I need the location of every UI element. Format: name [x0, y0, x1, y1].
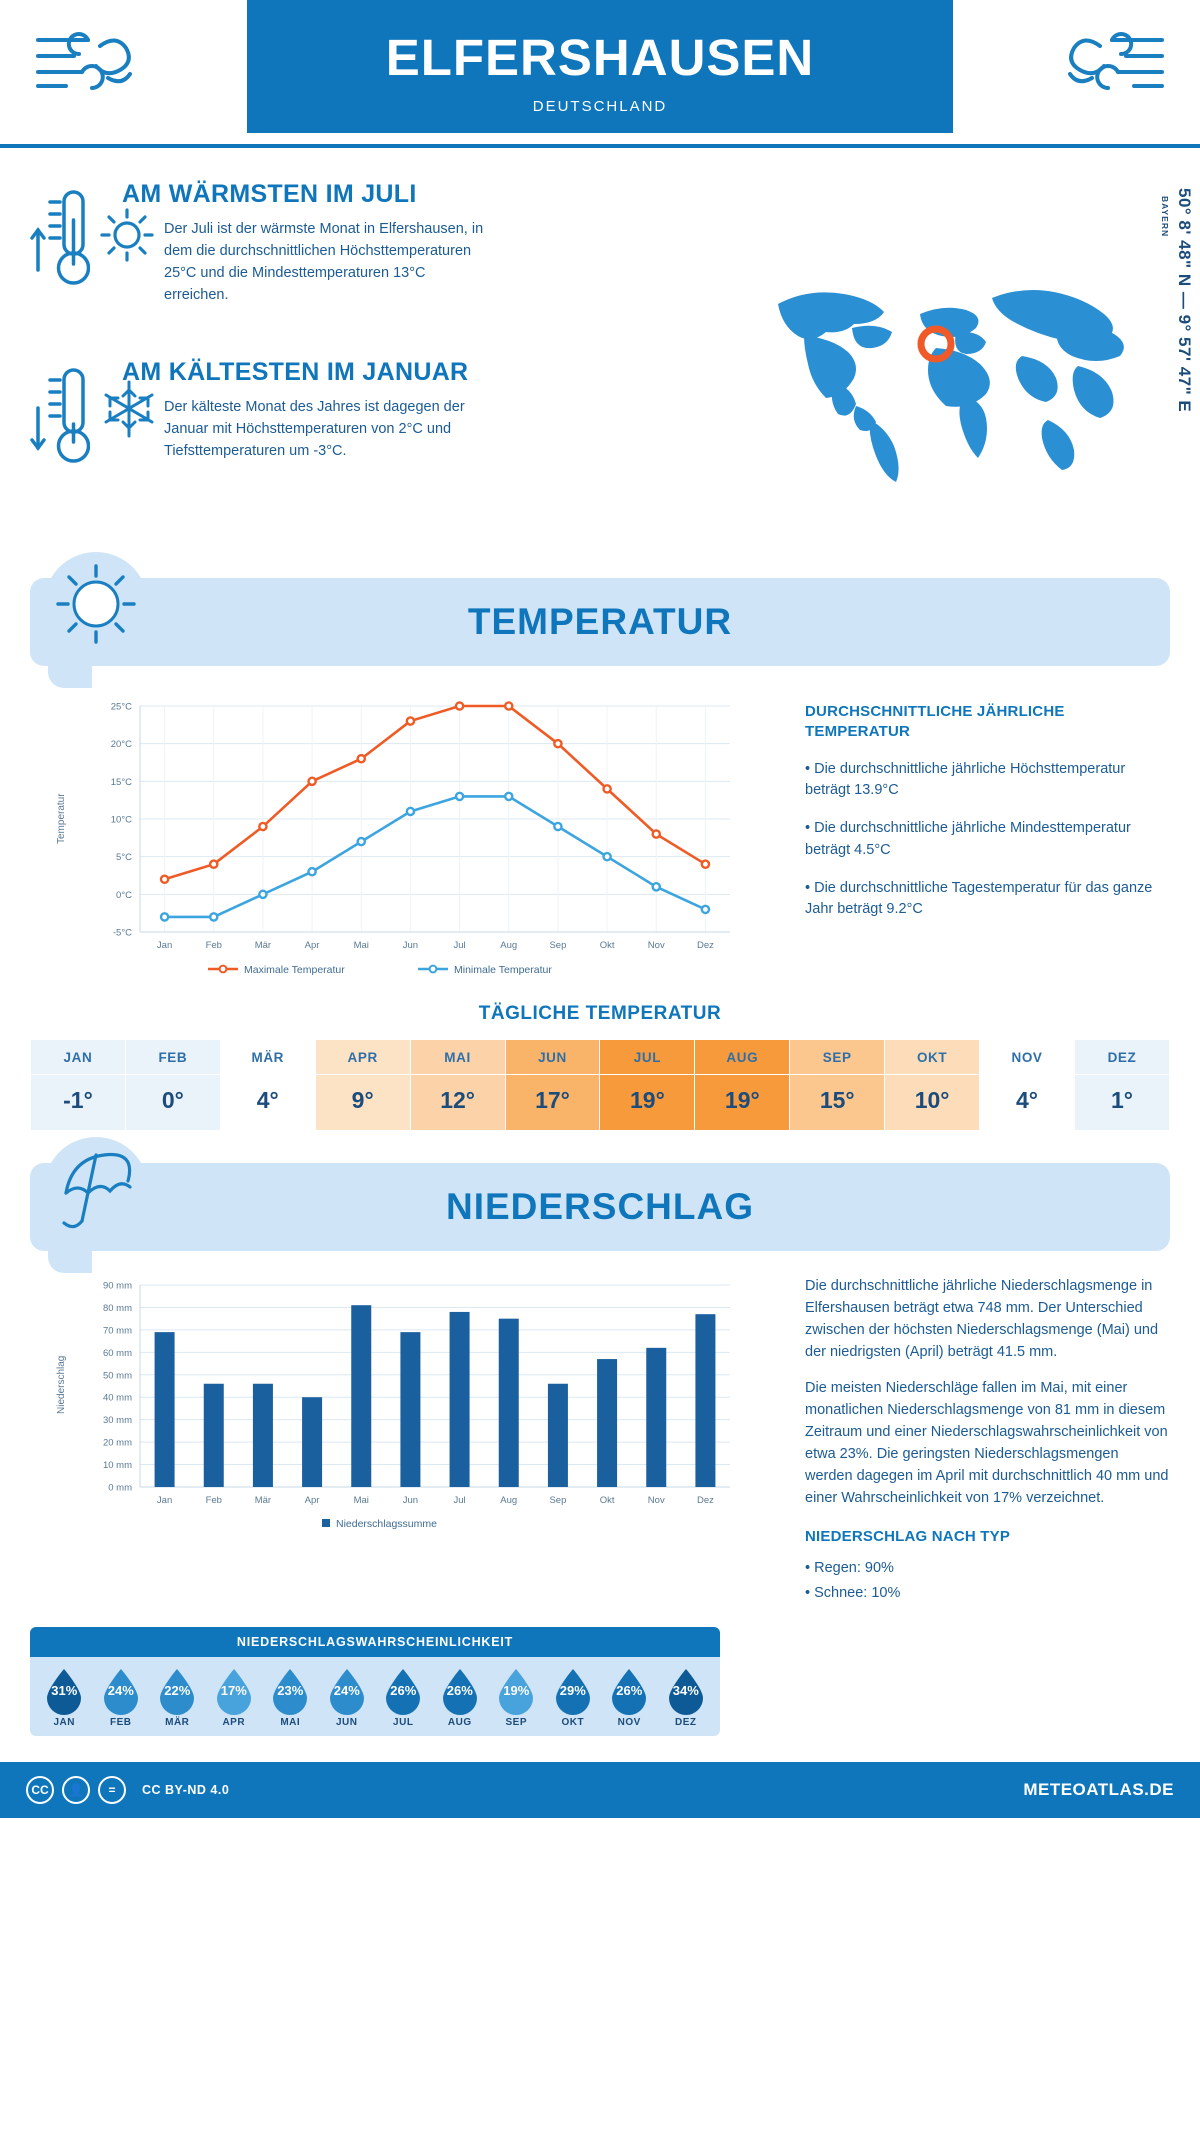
bar-tail — [48, 1247, 92, 1273]
probability-cell — [207, 1667, 261, 1728]
license-block — [26, 1776, 229, 1804]
snowflake-icon — [96, 376, 162, 447]
daily-month-cell: JUN — [505, 1040, 600, 1075]
svg-text:Feb: Feb — [205, 1495, 222, 1506]
svg-text:Aug: Aug — [500, 940, 518, 951]
sun-icon — [44, 552, 148, 656]
svg-text:50 mm: 50 mm — [102, 1370, 132, 1382]
daily-temperature-title: TÄGLICHE TEMPERATUR — [478, 1003, 722, 1024]
warmest-text: Der Juli ist der wärmste Monat in Elfershausen, in dem die durchschnittlichen Höchsttemperaturen 25°C und die Mindesttemperaturen 13°C erreichen. — [164, 221, 484, 304]
probability-cell — [94, 1667, 148, 1728]
water-drop-icon: 19% — [495, 1667, 537, 1715]
page-footer — [0, 1762, 1200, 1818]
legend-label-min: Minimale Temperatur — [454, 964, 552, 976]
region-label: BAYERN — [1160, 196, 1170, 238]
svg-text:Nov: Nov — [647, 1495, 665, 1506]
svg-text:15°C: 15°C — [110, 776, 132, 788]
svg-text:10°C: 10°C — [110, 814, 132, 826]
temperature-chart — [30, 684, 775, 981]
daily-value-cell: 9° — [315, 1075, 410, 1131]
precipitation-legend — [322, 1518, 437, 1530]
probability-cell — [659, 1667, 713, 1728]
svg-text:70 mm: 70 mm — [102, 1325, 132, 1337]
annual-min-item: • Die durchschnittliche jährliche Mindesttemperatur beträgt 4.5°C — [805, 820, 1131, 858]
water-drop-icon: 23% — [269, 1667, 311, 1715]
coldest-heading: AM KÄLTESTEN IM JANUAR — [122, 358, 469, 387]
daily-month-cell: DEZ — [1074, 1040, 1169, 1075]
daily-value-cell: 15° — [790, 1075, 885, 1131]
sun-icon — [96, 204, 158, 271]
page-header — [0, 0, 1200, 148]
probability-month-label: MAI — [280, 1717, 301, 1729]
svg-text:Mär: Mär — [254, 1495, 272, 1506]
precipitation-chart — [30, 1269, 775, 1605]
probability-month-label: JUL — [393, 1717, 414, 1729]
daily-value-cell: -1° — [31, 1075, 126, 1131]
precipitation-paragraph-2: Die meisten Niederschläge fallen im Mai, mit einer monatlichen Niederschlagsmenge von 81 mm in diesem Zeitraum und einer Niederschlagswahrscheinlichkeit von etwa 23%. Die geringsten Niederschlagsmengen werden dagegen im April mit durchschnittlich 40 mm und einer Wahrscheinlichkeit von 17% verzeichnet. — [805, 1380, 1169, 1507]
probability-row — [30, 1657, 720, 1736]
svg-text:5°C: 5°C — [116, 852, 132, 864]
svg-text:40 mm: 40 mm — [102, 1392, 132, 1404]
daily-value-cell: 19° — [695, 1075, 790, 1131]
by-badge: 👤 — [62, 1776, 90, 1804]
country-label: DEUTSCHLAND — [532, 98, 668, 115]
daily-month-cell: MÄR — [220, 1040, 315, 1075]
daily-value-cell: 0° — [125, 1075, 220, 1131]
precipitation-type-heading: NIEDERSCHLAG NACH TYP — [805, 1528, 1011, 1546]
probability-title: NIEDERSCHLAGSWAHRSCHEINLICHKEIT — [30, 1627, 720, 1657]
water-drop-icon: 29% — [552, 1667, 594, 1715]
svg-text:Jan: Jan — [156, 1495, 173, 1506]
daily-month-cell: JAN — [31, 1040, 126, 1075]
precipitation-section-bar — [30, 1163, 1170, 1251]
title-banner — [247, 0, 953, 133]
water-drop-icon: 26% — [608, 1667, 650, 1715]
svg-text:20°C: 20°C — [110, 739, 132, 751]
annual-mean-item: • Die durchschnittliche Tagestemperatur für das ganze Jahr beträgt 9.2°C — [805, 879, 1153, 918]
temperature-axis-label: Temperatur — [56, 793, 67, 844]
temperature-section-bar — [30, 578, 1170, 666]
daily-month-cell: FEB — [125, 1040, 220, 1075]
page-title: ELFERSHAUSEN — [385, 29, 815, 86]
temperature-title: TEMPERATUR — [467, 601, 733, 642]
svg-text:Aug: Aug — [500, 1495, 518, 1506]
probability-cell — [376, 1667, 430, 1728]
coldest-block — [0, 358, 640, 462]
svg-text:10 mm: 10 mm — [102, 1460, 132, 1472]
probability-month-label: SEP — [505, 1717, 527, 1729]
svg-text:Mai: Mai — [353, 940, 369, 951]
probability-cell — [602, 1667, 656, 1728]
temperature-chart-row — [0, 666, 1200, 981]
svg-text:0 mm: 0 mm — [108, 1482, 132, 1494]
svg-text:20 mm: 20 mm — [102, 1437, 132, 1449]
svg-text:Jul: Jul — [453, 1495, 466, 1506]
svg-text:Sep: Sep — [549, 940, 567, 951]
svg-text:Dez: Dez — [696, 940, 714, 951]
water-drop-icon: 26% — [439, 1667, 481, 1715]
svg-text:Mai: Mai — [353, 1495, 369, 1506]
svg-text:Apr: Apr — [304, 1495, 320, 1506]
water-drop-icon: 26% — [382, 1667, 424, 1715]
svg-text:Sep: Sep — [549, 1495, 567, 1506]
probability-month-label: JUN — [335, 1717, 358, 1729]
world-map — [760, 270, 1170, 500]
precipitation-side-panel — [775, 1269, 1170, 1605]
daily-temperature-table — [30, 1039, 1170, 1131]
precipitation-axis-label: Niederschlag — [56, 1355, 67, 1414]
svg-text:30 mm: 30 mm — [102, 1415, 132, 1427]
thermometer-hot-icon — [30, 186, 90, 303]
legend-label-sum: Niederschlagssumme — [336, 1518, 437, 1530]
precipitation-type-rain: • Regen: 90% — [805, 1559, 894, 1576]
svg-text:Nov: Nov — [647, 940, 665, 951]
probability-month-label: MÄR — [165, 1717, 190, 1729]
svg-text:Okt: Okt — [599, 1495, 615, 1506]
coldest-text: Der kälteste Monat des Jahres ist dagegen der Januar mit Höchsttemperaturen von 2°C und Tiefsttemperaturen um -3°C. — [164, 399, 465, 460]
water-drop-icon: 22% — [156, 1667, 198, 1715]
daily-month-cell: AUG — [695, 1040, 790, 1075]
water-drop-icon: 17% — [213, 1667, 255, 1715]
daily-month-cell: NOV — [980, 1040, 1075, 1075]
probability-month-label: DEZ — [675, 1717, 697, 1729]
daily-month-cell: MAI — [410, 1040, 505, 1075]
daily-value-cell: 10° — [885, 1075, 980, 1131]
svg-text:90 mm: 90 mm — [102, 1280, 132, 1292]
svg-text:Apr: Apr — [304, 940, 320, 951]
svg-text:25°C: 25°C — [110, 701, 132, 713]
daily-value-cell: 1° — [1074, 1075, 1169, 1131]
svg-text:Jun: Jun — [402, 1495, 419, 1506]
table-row — [31, 1040, 1170, 1075]
probability-month-label: JAN — [53, 1717, 75, 1729]
umbrella-icon — [44, 1137, 148, 1241]
daily-value-cell: 4° — [220, 1075, 315, 1131]
table-row — [31, 1075, 1170, 1131]
cc-badge: CC — [26, 1776, 54, 1804]
daily-month-cell: SEP — [790, 1040, 885, 1075]
daily-value-cell: 4° — [980, 1075, 1075, 1131]
probability-month-label: OKT — [561, 1717, 585, 1729]
svg-text:80 mm: 80 mm — [102, 1302, 132, 1314]
svg-text:Feb: Feb — [205, 940, 222, 951]
site-name: METEOATLAS.DE — [1023, 1780, 1174, 1800]
svg-text:0°C: 0°C — [116, 889, 132, 901]
annual-temperature-heading: DURCHSCHNITTLICHE JÄHRLICHE TEMPERATUR — [805, 703, 1065, 741]
annual-max-item: • Die durchschnittliche jährliche Höchsttemperatur beträgt 13.9°C — [805, 760, 1126, 799]
temperature-legend — [208, 964, 552, 976]
probability-month-label: FEB — [110, 1717, 132, 1729]
daily-month-cell: OKT — [885, 1040, 980, 1075]
water-drop-icon: 34% — [665, 1667, 707, 1715]
daily-month-cell: APR — [315, 1040, 410, 1075]
probability-cell — [263, 1667, 317, 1728]
daily-value-cell: 17° — [505, 1075, 600, 1131]
license-text: CC BY-ND 4.0 — [142, 1783, 230, 1798]
water-drop-icon: 24% — [100, 1667, 142, 1715]
thermometer-cold-icon — [30, 364, 90, 481]
coordinates-label: 50° 8' 48" N — 9° 57' 47" E — [1175, 188, 1194, 413]
water-drop-icon: 31% — [43, 1667, 85, 1715]
warmest-block — [0, 180, 640, 306]
precipitation-chart-row — [0, 1251, 1200, 1605]
probability-cell — [37, 1667, 91, 1728]
precipitation-title: NIEDERSCHLAG — [445, 1186, 755, 1227]
svg-text:Jul: Jul — [453, 940, 466, 951]
daily-value-cell: 19° — [600, 1075, 695, 1131]
precipitation-type-snow: • Schnee: 10% — [805, 1585, 901, 1602]
nd-badge: = — [98, 1776, 126, 1804]
probability-cell — [433, 1667, 487, 1728]
wind-icon — [1060, 22, 1170, 107]
water-drop-icon: 24% — [326, 1667, 368, 1715]
svg-text:Okt: Okt — [599, 940, 615, 951]
daily-month-cell: JUL — [600, 1040, 695, 1075]
warmest-heading: AM WÄRMSTEN IM JULI — [122, 180, 417, 208]
svg-text:-5°C: -5°C — [112, 927, 132, 939]
precipitation-probability — [30, 1627, 720, 1736]
svg-text:Jun: Jun — [402, 940, 419, 951]
probability-cell — [150, 1667, 204, 1728]
probability-month-label: AUG — [447, 1717, 472, 1729]
precipitation-paragraph-1: Die durchschnittliche jährliche Niederschlagsmenge in Elfershausen beträgt etwa 748 mm. Der Unterschied zwischen der höchsten Niederschlagsmenge (Mai) und der niedrigsten (April) beträgt 41.5 mm. — [805, 1278, 1159, 1361]
svg-text:Mär: Mär — [254, 940, 272, 951]
probability-month-label: NOV — [617, 1717, 641, 1729]
probability-cell — [489, 1667, 543, 1728]
probability-cell — [320, 1667, 374, 1728]
bar-tail — [48, 662, 92, 688]
temperature-side-panel — [775, 684, 1170, 981]
legend-label-max: Maximale Temperatur — [244, 964, 345, 976]
svg-text:Dez: Dez — [696, 1495, 714, 1506]
daily-value-cell: 12° — [410, 1075, 505, 1131]
svg-text:Jan: Jan — [156, 940, 173, 951]
svg-text:60 mm: 60 mm — [102, 1347, 132, 1359]
wind-icon — [30, 22, 140, 107]
probability-month-label: APR — [222, 1717, 246, 1729]
probability-cell — [546, 1667, 600, 1728]
summary-section — [0, 148, 1200, 578]
